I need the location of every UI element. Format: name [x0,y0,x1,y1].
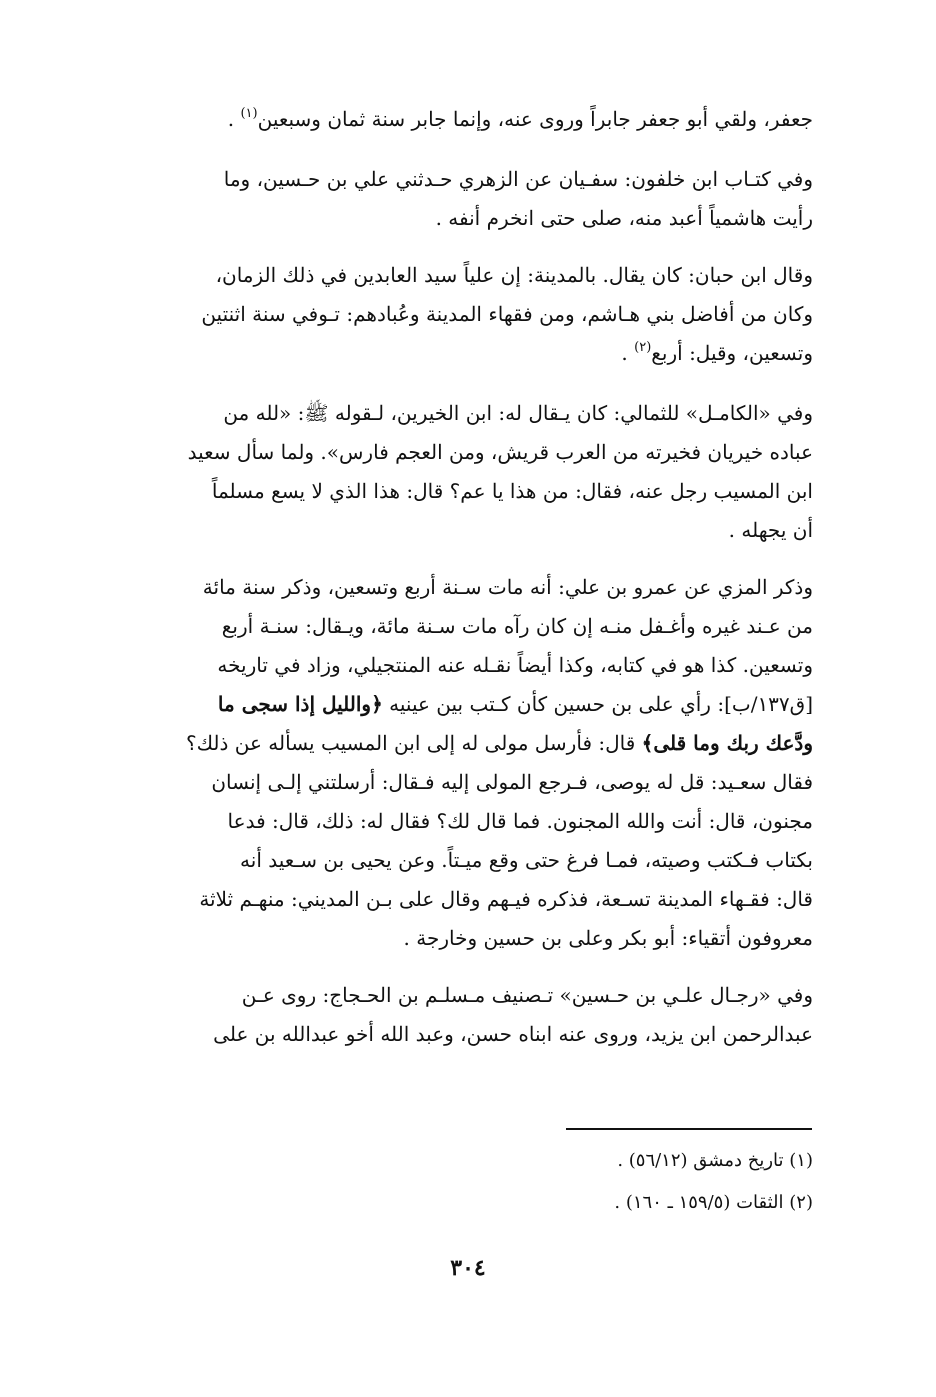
text-run: [ق١٣٧/ب]: رأي على بن حسين كأن كـتب بين عينيه [382,692,813,716]
footnotes [300,1140,813,1224]
text-line: رأيت هاشمياً أعبد منه، صلى حتى انخرم أنفه . [435,206,813,230]
text-run: . [621,341,635,365]
paragraph-5 [105,568,813,958]
text-line [105,685,813,724]
text-line: وفي «رجـال علـي بن حـسين» تـصنيف مـسلـم بن الحـجاج: روى عـن [241,983,813,1007]
footnote-divider [566,1128,812,1130]
paragraph-1 [105,100,813,142]
text-line: عبدالرحمن ابن يزيد، وروى عنه ابناه حسن، وعبد الله أخو عبدالله بن على [213,1022,813,1046]
paragraph-2 [105,160,813,238]
text-line: وذكر المزي عن عمرو بن علي: أنه مات سـنة أربع وتسعين، وذكر سنة مائة [202,575,813,599]
text-line: عباده خيريان فخيرته من العرب قريش، ومن العجم فارس». ولما سأل سعيد [187,440,813,464]
text-line: مجنون، قال: أنت والله المجنون. فما قال لك؟ فقال له: ذلك، قال: فدعا [227,809,813,833]
text-line: بكتاب فـكتب وصيته، فمـا فرغ حتى وقع ميـتاً. وعن يحيى بن سـعيد أنه [240,848,813,872]
paragraph-6 [105,976,813,1054]
text-line: فقال سعـيد: قل له يوصى، فـرجع المولى إليه فـقال: أرسلتني إلـى إنسان [211,770,813,794]
text-line: أن يجهله . [728,518,813,542]
text-line: وتسعين. كذا هو في كتابه، وكذا أيضاً نقـله عنه المنتجيلي، وزاد في تاريخه [217,653,813,677]
text-line: وفي «الكامـل» للثمالي: كان يـقال له: ابن الخيرين، لـقوله ﷺ: «لله من [223,401,813,425]
quran-quote: ﴿والليل إذا سجى ما [217,692,383,716]
footnote-ref-1[interactable]: (١) [240,106,258,121]
paragraph-4 [105,394,813,550]
text-line: وفي كتـاب ابن خلفون: سفـيان عن الزهري حـدثني علي بن حـسين، وما [223,167,813,191]
paragraph-3 [105,256,813,376]
footnote-2: (٢) الثقات (١٥٩/٥ ـ ١٦٠) . [614,1192,813,1213]
text-run: وتسعين، وقيل: أربع [651,341,813,365]
page-number: ٣٠٤ [450,1255,486,1281]
text-run: قال: فأرسل مولى له إلى ابن المسيب يسأله عن ذلك؟ [185,731,642,755]
main-text [105,100,813,1072]
text-line: معروفون أتقياء: أبو بكر وعلى بن حسين وخارجة . [403,926,813,950]
text-line: وكان من أفاضل بني هـاشم، ومن فقهاء المدينة وعُبادهم: تـوفي سنة اثنتين [201,302,813,326]
text-line [105,100,813,142]
quran-quote: ودَّعك ربك وما قلى﴾ [641,731,813,755]
text-run: جعفر، ولقي أبو جعفر جابراً وروى عنه، وإنما جابر سنة ثمان وسبعين [257,107,813,131]
text-line [105,334,813,376]
text-line: وقال ابن حبان: كان يقال. بالمدينة: إن علياً سيد العابدين في ذلك الزمان، [215,263,813,287]
text-line: قال: فقـهاء المدينة تسـعة، فذكره فيـهم وقال على بـن المديني: منهـم ثلاثة [199,887,813,911]
footnote-1: (١) تاريخ دمشق (٥٦/١٢) . [617,1150,813,1171]
text-line: من عـند غيره وأغـفل منـه إن كان رآه مات سـنة مائة، ويـقال: سنـة أربع [221,614,813,638]
text-run: . [227,107,241,131]
footnote-ref-2[interactable]: (٢) [634,340,652,355]
text-line [105,724,813,763]
text-line: ابن المسيب رجل عنه، فقال: من هذا يا عم؟ قال: هذا الذي لا يسع مسلماً [211,479,813,503]
